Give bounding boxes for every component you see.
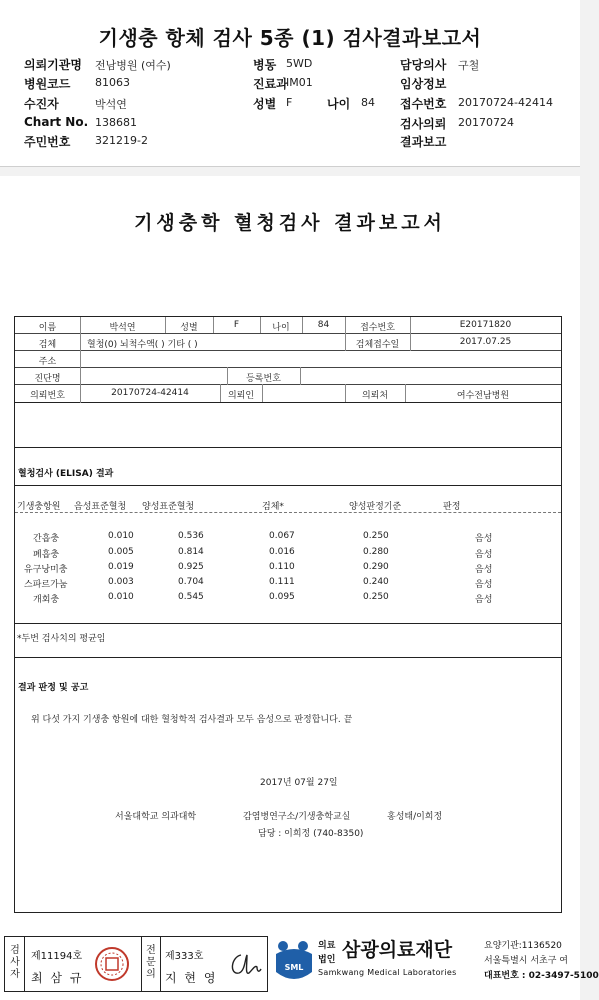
reviewer-label: 전문의 — [146, 945, 156, 980]
sex-label: 성별 — [180, 323, 198, 333]
report-title: 기생충학 혈청검사 결과보고서 — [134, 212, 446, 234]
header-label: 수진자 — [24, 97, 59, 111]
org-address: 서울특별시 서초구 여 — [484, 956, 568, 966]
table-line — [15, 623, 561, 624]
negative-control: 0.010 — [108, 531, 134, 541]
header-value: 전남병원 (여수) — [95, 59, 171, 72]
patient-age: 84 — [317, 320, 330, 330]
table-line — [15, 350, 561, 351]
report-footer — [0, 932, 599, 1000]
report-date: 2017년 07월 27일 — [260, 778, 338, 788]
report-header — [0, 0, 580, 167]
header-label: 접수번호 — [400, 97, 447, 111]
table-line — [300, 367, 301, 385]
divider — [141, 937, 142, 991]
header-label: 담당의사 — [400, 58, 447, 72]
elisa-footnote: *두번 검사치의 평균임 — [17, 634, 106, 644]
address-label: 주소 — [38, 357, 57, 367]
requesting-institution: 여수전남병원 — [456, 391, 510, 401]
positive-control: 0.814 — [178, 547, 204, 557]
patient-name: 박석연 — [109, 323, 136, 333]
examiner-label: 검사자 — [10, 945, 20, 980]
header-label: 의뢰기관명 — [24, 58, 82, 72]
elisa-column-header: 검체* — [262, 502, 284, 512]
accession-number: E20171820 — [459, 320, 512, 330]
university-name: 서울대학교 의과대학 — [115, 812, 197, 822]
header-value: 81063 — [95, 76, 130, 89]
divider — [24, 937, 25, 991]
specimen-od: 0.095 — [269, 592, 295, 602]
header-value: F — [286, 96, 293, 109]
cutoff: 0.250 — [363, 531, 389, 541]
patient-sex: F — [233, 320, 240, 330]
table-line — [15, 657, 561, 658]
org-name: 삼광의료재단 — [342, 939, 453, 961]
elisa-column-header: 판정 — [443, 502, 461, 512]
org-prefix: 법인 — [318, 955, 336, 965]
specimen-od: 0.110 — [269, 562, 295, 572]
conclusion-section-title: 결과 판정 및 공고 — [18, 683, 89, 693]
table-line — [15, 367, 561, 368]
org-phone: 대표번호 : 02-3497-5100 — [484, 971, 599, 981]
positive-control: 0.536 — [178, 531, 204, 541]
diagnosis-label: 진단명 — [34, 374, 61, 384]
header-label: 병동 — [253, 58, 277, 72]
received-date: 2017.07.25 — [459, 337, 512, 347]
positive-control: 0.545 — [178, 592, 204, 602]
specimen-value: 혈청(0) 뇌척수액( ) 기타 ( ) — [87, 340, 198, 350]
judgement: 음성 — [475, 595, 493, 605]
examiner-license: 제11194호 — [31, 951, 83, 962]
judgement: 음성 — [475, 565, 493, 575]
cutoff: 0.280 — [363, 547, 389, 557]
judgement: 음성 — [475, 550, 493, 560]
reviewer-license: 제333호 — [165, 951, 204, 962]
table-line — [15, 384, 561, 385]
header-value: IM01 — [286, 76, 313, 89]
header-value: 84 — [361, 96, 375, 109]
elisa-section-title: 혈청검사 (ELISA) 결과 — [18, 469, 114, 479]
request-number: 20170724-42414 — [111, 388, 189, 398]
header-label: 임상정보 — [400, 77, 447, 91]
elisa-column-header: 기생충항원 — [17, 502, 61, 512]
contact-info: 담당 : 이희정 (740-8350) — [258, 829, 364, 839]
table-line — [262, 384, 263, 402]
header-label: 병원코드 — [24, 77, 71, 91]
header-title: 기생충 항체 검사 5종 (1) 검사결과보고서 — [98, 26, 482, 50]
header-label: Chart No. — [24, 115, 89, 129]
conclusion-text: 위 다섯 가지 기생충 항원에 대한 혈청학적 검사결과 모두 음성으로 판정합니다. 끝 — [31, 715, 353, 725]
divider — [160, 937, 161, 991]
specimen-od: 0.111 — [269, 577, 295, 587]
header-value: 20170724 — [458, 116, 514, 129]
negative-control: 0.010 — [108, 592, 134, 602]
header-value: 138681 — [95, 116, 137, 129]
header-value: 박석연 — [95, 98, 127, 111]
antigen-name: 유구낭미충 — [24, 565, 68, 575]
report-box — [14, 316, 562, 913]
header-value: 20170724-42414 — [458, 96, 553, 109]
negative-control: 0.003 — [108, 577, 134, 587]
cutoff: 0.290 — [363, 562, 389, 572]
header-label: 진료과 — [253, 77, 288, 91]
examiner-name: 최 삼 규 — [31, 971, 84, 985]
scanned-report — [0, 176, 580, 932]
header-label: 성별 — [253, 97, 277, 111]
reviewer-name: 지 현 영 — [165, 971, 218, 985]
header-label: 나이 — [327, 97, 351, 111]
examiner-seal-icon — [93, 945, 131, 983]
antigen-name: 폐흡충 — [33, 550, 60, 560]
elisa-column-header: 음성표준혈청 — [74, 502, 127, 512]
name-label: 이름 — [38, 323, 57, 333]
header-label: 결과보고 — [400, 135, 447, 149]
received-label: 검체접수일 — [355, 340, 400, 350]
antigen-name: 간흡충 — [33, 534, 60, 544]
table-line — [15, 447, 561, 448]
table-line — [15, 485, 561, 486]
header-label: 검사의뢰 — [400, 117, 447, 131]
specimen-od: 0.016 — [269, 547, 295, 557]
institution-label: 의뢰처 — [361, 391, 389, 401]
antigen-name: 개회충 — [33, 595, 60, 605]
antigen-name: 스파르가눔 — [24, 580, 68, 590]
org-prefix: 의료 — [318, 941, 336, 951]
care-code: 요양기관:1136520 — [484, 941, 562, 951]
negative-control: 0.005 — [108, 547, 134, 557]
header-value: 구철 — [458, 59, 480, 72]
request-no-label: 의뢰번호 — [30, 391, 65, 401]
cutoff: 0.250 — [363, 592, 389, 602]
logo-text: SML — [284, 963, 304, 972]
requester-label: 의뢰인 — [227, 391, 255, 401]
signature-icon — [227, 949, 263, 981]
specimen-od: 0.067 — [269, 531, 295, 541]
header-label: 주민번호 — [24, 135, 71, 149]
table-line — [15, 512, 561, 513]
table-line — [15, 333, 561, 334]
positive-control: 0.925 — [178, 562, 204, 572]
negative-control: 0.019 — [108, 562, 134, 572]
table-line — [15, 402, 561, 403]
judgement: 음성 — [475, 580, 493, 590]
registration-label: 등록번호 — [246, 374, 281, 384]
elisa-column-header: 양성표준혈청 — [142, 502, 195, 512]
age-label: 나이 — [272, 323, 290, 333]
cutoff: 0.240 — [363, 577, 389, 587]
org-english-name: Samkwang Medical Laboratories — [318, 968, 457, 977]
signers: 홍성태/이희정 — [387, 812, 443, 822]
positive-control: 0.704 — [178, 577, 204, 587]
header-value: 321219-2 — [95, 134, 148, 147]
header-value: 5WD — [286, 57, 313, 70]
judgement: 음성 — [475, 534, 493, 544]
sml-logo-icon — [272, 938, 316, 990]
specimen-label: 검체 — [38, 340, 57, 350]
signature-box — [4, 936, 268, 992]
accession-label: 접수번호 — [360, 323, 395, 333]
elisa-column-header: 양성판정기준 — [349, 502, 402, 512]
department-name: 감염병연구소/기생충학교실 — [243, 812, 351, 822]
